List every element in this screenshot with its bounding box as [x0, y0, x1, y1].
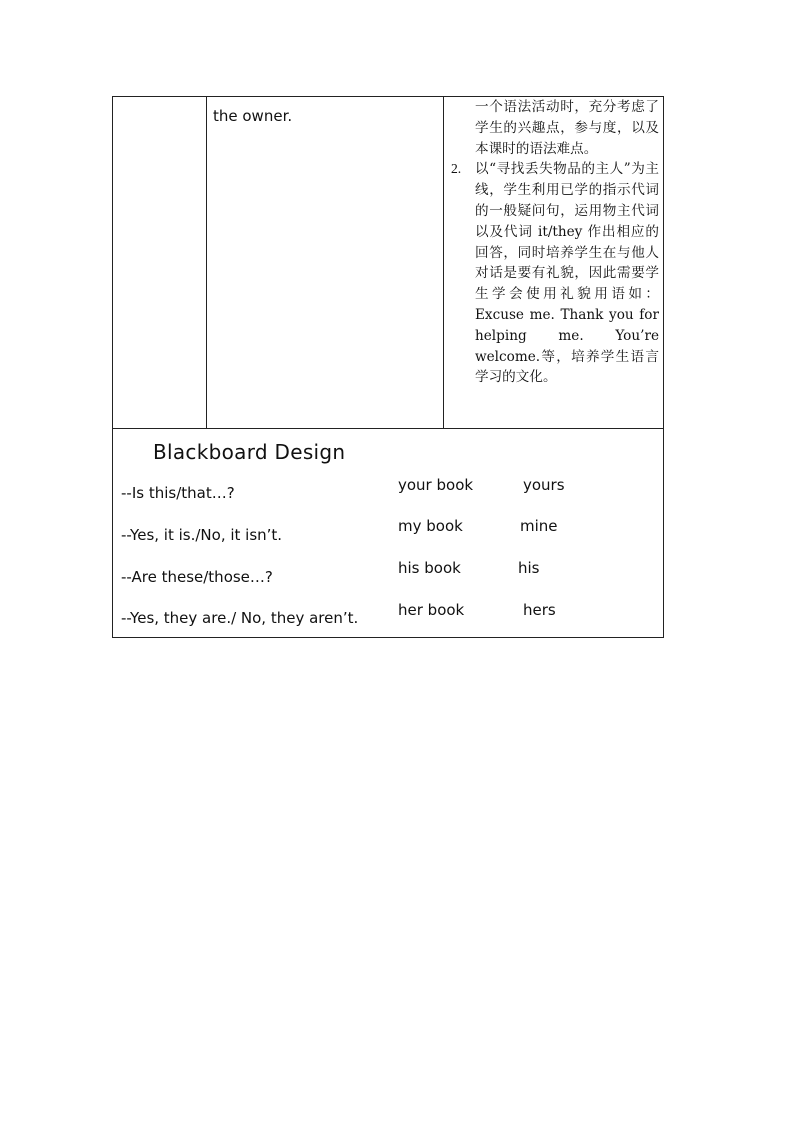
note-text: 以“寻找丢失物品的主人”为主线，学生利用已学的指示代词的一般疑问句，运用物主代词以及代词 it/they 作出相应的回答，同时培养学生在与他人对话是要有礼貌，因此需要学生学会使用礼貌用语如：Excuse me. Thank you for helping me. You’re welcome.等，培养学生语言学习的文化。: [475, 161, 659, 386]
note-number: 2.: [451, 161, 462, 177]
column-divider: [443, 97, 444, 428]
design-notes: [447, 97, 659, 388]
question-line: --Is this/that…?: [121, 484, 235, 502]
possessive-pronoun: mine: [520, 517, 558, 535]
teaching-table-row: [112, 96, 664, 429]
blackboard-title: Blackboard Design: [153, 440, 346, 464]
answer-line: --Yes, they are./ No, they aren’t.: [121, 609, 359, 627]
possessive-phrase: my book: [398, 517, 463, 535]
design-note-1: [447, 97, 659, 159]
possessive-phrase: your book: [398, 476, 474, 494]
possessive-pronoun: hers: [523, 601, 556, 619]
question-line: --Are these/those…?: [121, 568, 273, 586]
possessive-pronoun: his: [518, 559, 540, 577]
possessive-phrase: his book: [398, 559, 461, 577]
activity-text: the owner.: [213, 107, 293, 125]
possessive-phrase: her book: [398, 601, 465, 619]
note-text: 一个语法活动时，充分考虑了学生的兴趣点，参与度，以及本课时的语法难点。: [475, 99, 659, 157]
possessive-pronoun: yours: [523, 476, 565, 494]
answer-line: --Yes, it is./No, it isn’t.: [121, 526, 283, 544]
design-note-2: [447, 159, 659, 388]
column-divider: [206, 97, 207, 428]
blackboard-design-section: [112, 428, 664, 638]
